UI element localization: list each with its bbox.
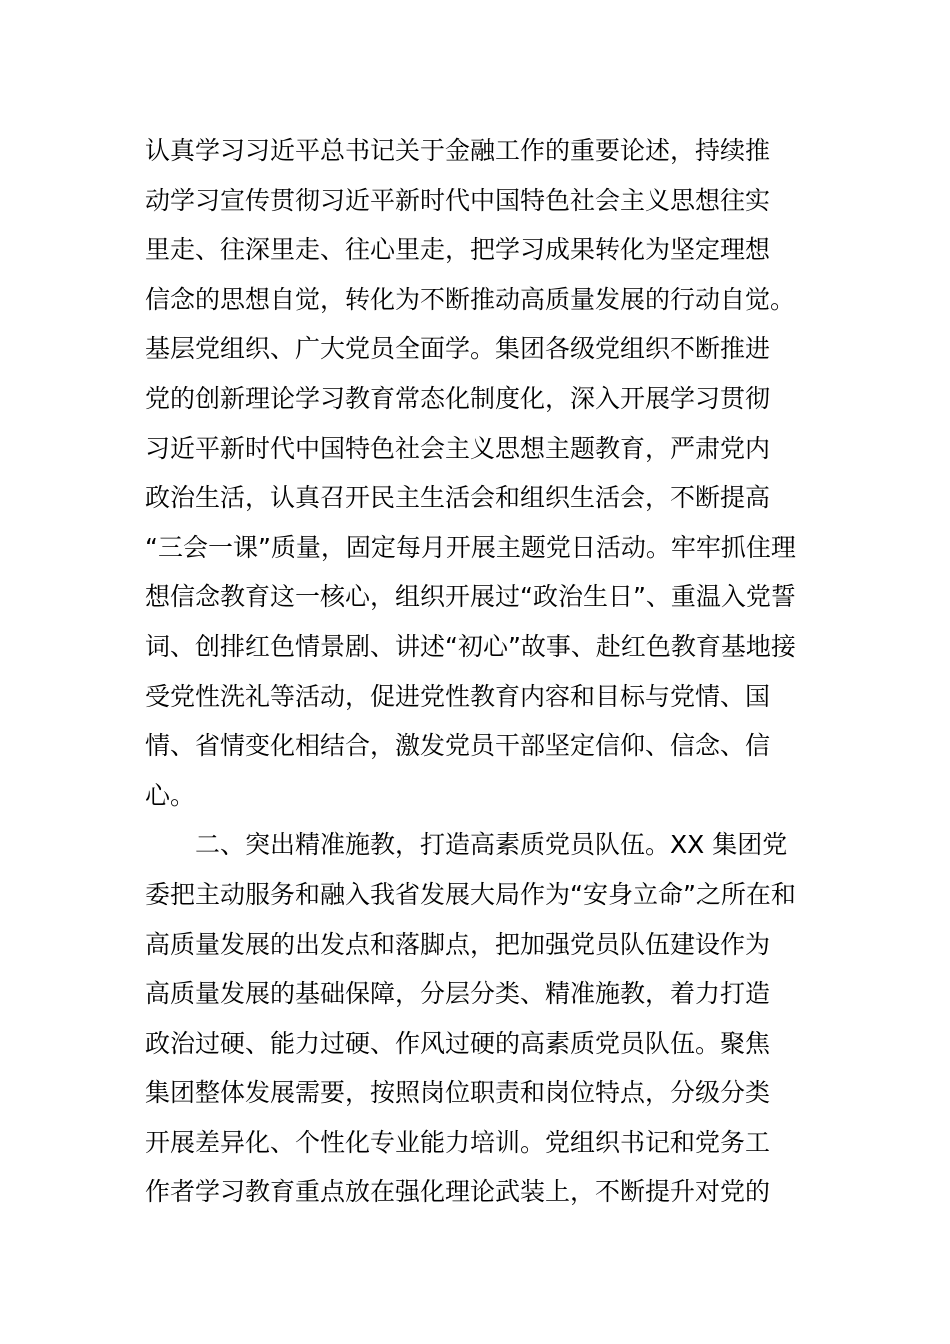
- text-line: 里走、往深里走、往心里走，把学习成果转化为坚定理想: [145, 235, 771, 265]
- body-text: [145, 126, 810, 1217]
- text-line: 集团整体发展需要，按照岗位职责和岗位特点，分级分类: [145, 1078, 771, 1108]
- text-line: 情、省情变化相结合，激发党员干部坚定信仰、信念、信: [145, 731, 771, 761]
- text-line: 动学习宣传贯彻习近平新时代中国特色社会主义思想往实: [145, 185, 771, 215]
- text-line: “三会一课”质量，固定每月开展主题党日活动。牢牢抓住理: [145, 532, 796, 562]
- text-line: 受党性洗礼等活动，促进党性教育内容和目标与党情、国: [145, 681, 771, 711]
- text-line: 词、创排红色情景剧、讲述“初心”故事、赴红色教育基地接: [145, 631, 796, 661]
- text-line: 习近平新时代中国特色社会主义思想主题教育，严肃党内: [145, 433, 771, 463]
- text-line: 开展差异化、个性化专业能力培训。党组织书记和党务工: [145, 1127, 771, 1157]
- text-line: 高质量发展的出发点和落脚点，把加强党员队伍建设作为: [145, 929, 771, 959]
- text-line: 党的创新理论学习教育常态化制度化，深入开展学习贯彻: [145, 383, 771, 413]
- text-line: 想信念教育这一核心，组织开展过“政治生日”、重温入党誓: [145, 582, 796, 612]
- text-line: 委把主动服务和融入我省发展大局作为“安身立命”之所在和: [145, 879, 796, 909]
- text-line: 信念的思想自觉，转化为不断推动高质量发展的行动自觉。: [145, 284, 796, 314]
- text-line: 作者学习教育重点放在强化理论武装上，不断提升对党的: [145, 1177, 771, 1207]
- text-line: 政治生活，认真召开民主生活会和组织生活会，不断提高: [145, 483, 771, 513]
- text-line: 基层党组织、广大党员全面学。集团各级党组织不断推进: [145, 334, 771, 364]
- text-line: 政治过硬、能力过硬、作风过硬的高素质党员队伍。聚焦: [145, 1028, 771, 1058]
- section-heading-line: 二、突出精准施教，打造高素质党员队伍。XX 集团党: [195, 830, 788, 860]
- text-line: 心。: [145, 780, 196, 810]
- text-line: 认真学习习近平总书记关于金融工作的重要论述，持续推: [145, 136, 771, 165]
- text-line: 高质量发展的基础保障，分层分类、精准施教，着力打造: [145, 979, 771, 1009]
